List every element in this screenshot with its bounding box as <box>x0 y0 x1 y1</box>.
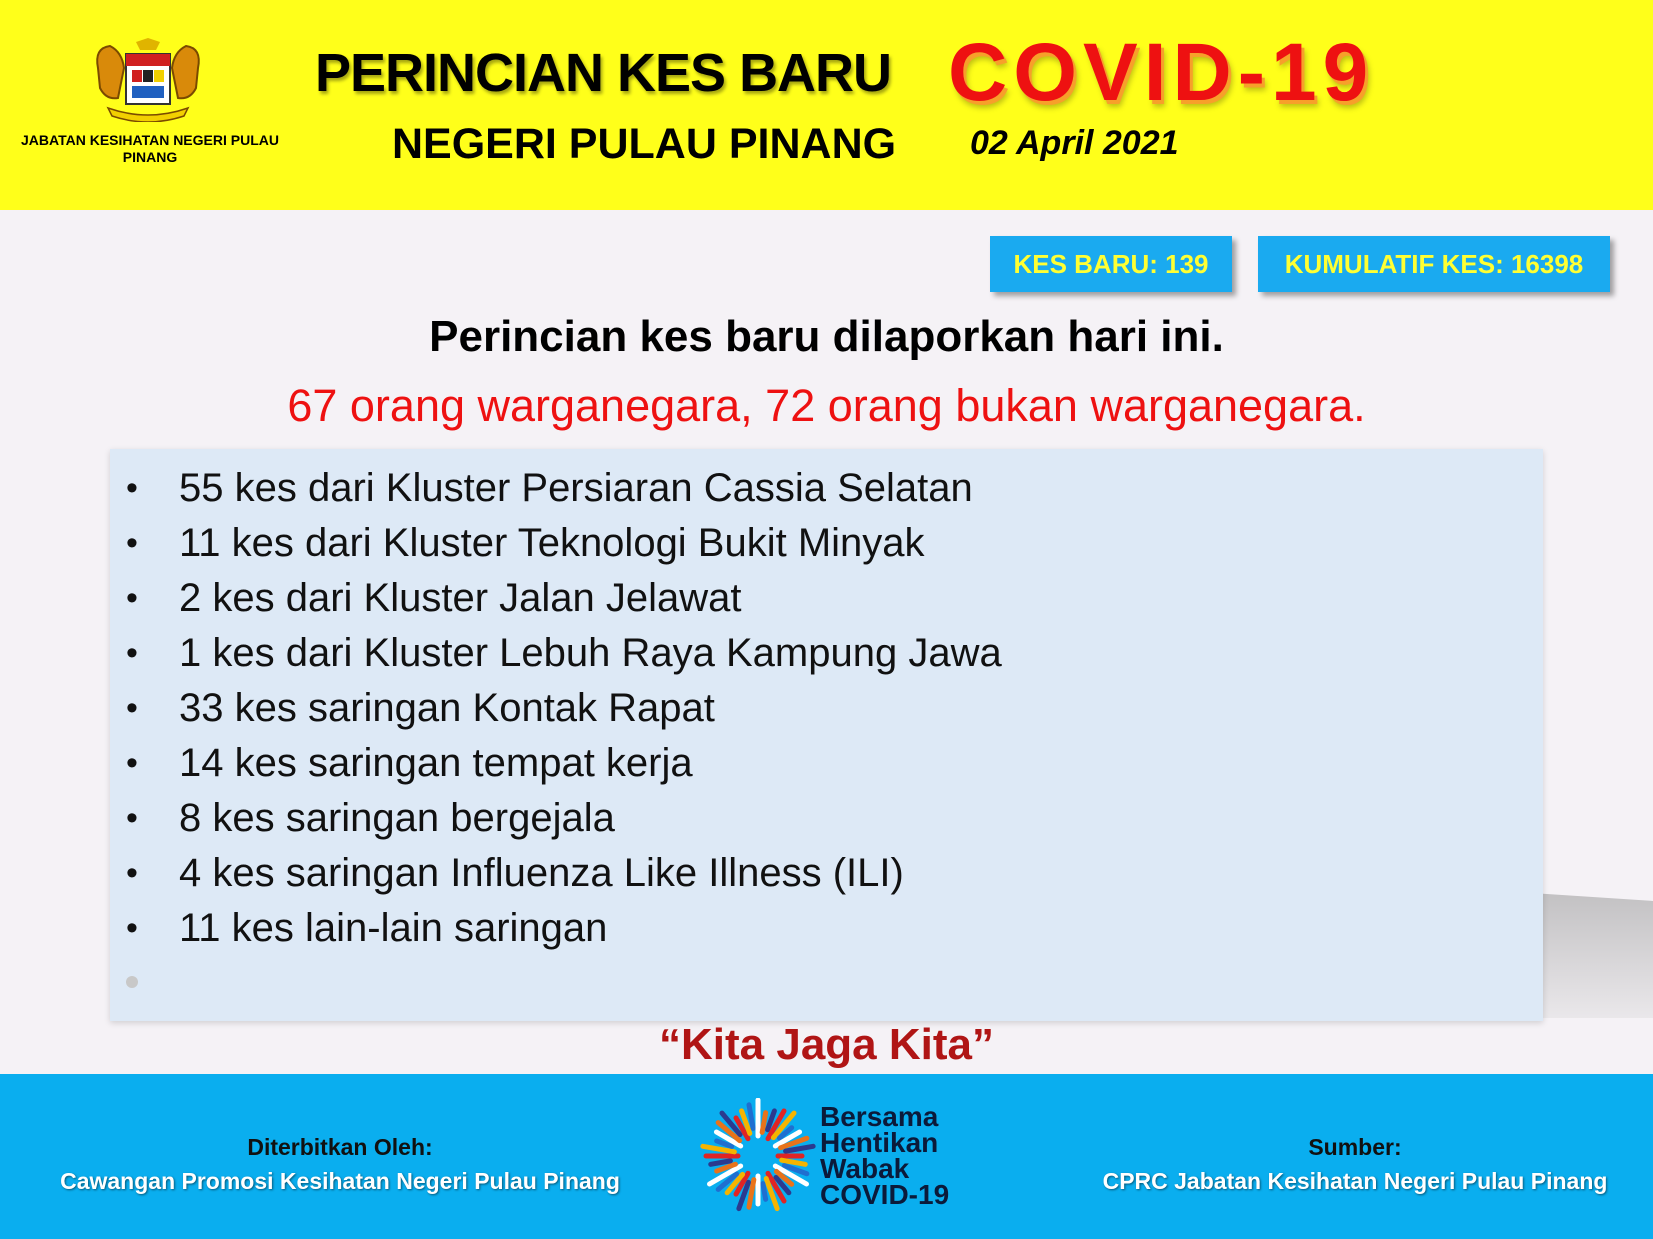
source-value: CPRC Jabatan Kesihatan Negeri Pulau Pinang <box>1102 1168 1608 1194</box>
case-breakdown-box <box>110 449 1543 1021</box>
bullet-icon: • <box>126 854 138 892</box>
bullet-icon: • <box>126 909 138 947</box>
department-name: JABATAN KESIHATAN NEGERI PULAU PINANG <box>21 132 279 165</box>
new-cases-badge: KES BARU: 139 <box>990 236 1232 292</box>
bullet-icon: • <box>126 799 138 837</box>
list-item: • 11 kes lain-lain saringan <box>110 901 1543 956</box>
bullet-icon: • <box>126 579 138 617</box>
bullet-icon: • <box>126 634 138 672</box>
bullet-icon: • <box>126 469 138 507</box>
list-item: • 2 kes dari Kluster Jalan Jelawat <box>110 571 1543 626</box>
list-item: • 33 kes saringan Kontak Rapat <box>110 681 1543 736</box>
header-banner <box>0 0 1653 210</box>
coat-of-arms-icon <box>88 38 208 122</box>
case-list <box>110 449 1543 1011</box>
bullet-icon: • <box>126 524 138 562</box>
published-by-label: Diterbitkan Oleh: <box>247 1134 433 1160</box>
list-item: • 55 kes dari Kluster Persiaran Cassia Selatan <box>110 461 1543 516</box>
list-item: • 8 kes saringan bergejala <box>110 791 1543 846</box>
source-label: Sumber: <box>1308 1134 1402 1160</box>
published-by-value: Cawangan Promosi Kesihatan Negeri Pulau Pinang <box>60 1168 620 1194</box>
bullet-icon <box>126 976 138 988</box>
motto: “Kita Jaga Kita” <box>659 1020 994 1069</box>
list-item: • 1 kes dari Kluster Lebuh Raya Kampung Jawa <box>110 626 1543 681</box>
section-subtitle: Perincian kes baru dilaporkan hari ini. <box>429 312 1224 361</box>
campaign-logo-icon <box>700 1098 816 1214</box>
list-item: • 11 kes dari Kluster Teknologi Bukit Minyak <box>110 516 1543 571</box>
cumulative-cases-badge: KUMULATIF KES: 16398 <box>1258 236 1610 292</box>
covid-title: COVID-19 <box>948 27 1375 118</box>
campaign-slogan: Bersama Hentikan Wabak COVID-19 <box>820 1101 950 1210</box>
page-title: PERINCIAN KES BARU <box>315 43 892 103</box>
nationality-summary: 67 orang warganegara, 72 orang bukan warganegara. <box>287 380 1366 431</box>
list-item: • 4 kes saringan Influenza Like Illness (ILI) <box>110 846 1543 901</box>
empty-list-item <box>110 956 1543 1011</box>
state-title: NEGERI PULAU PINANG <box>392 120 897 168</box>
bullet-icon: • <box>126 689 138 727</box>
list-item: • 14 kes saringan tempat kerja <box>110 736 1543 791</box>
bullet-icon: • <box>126 744 138 782</box>
report-date: 02 April 2021 <box>970 124 1179 162</box>
